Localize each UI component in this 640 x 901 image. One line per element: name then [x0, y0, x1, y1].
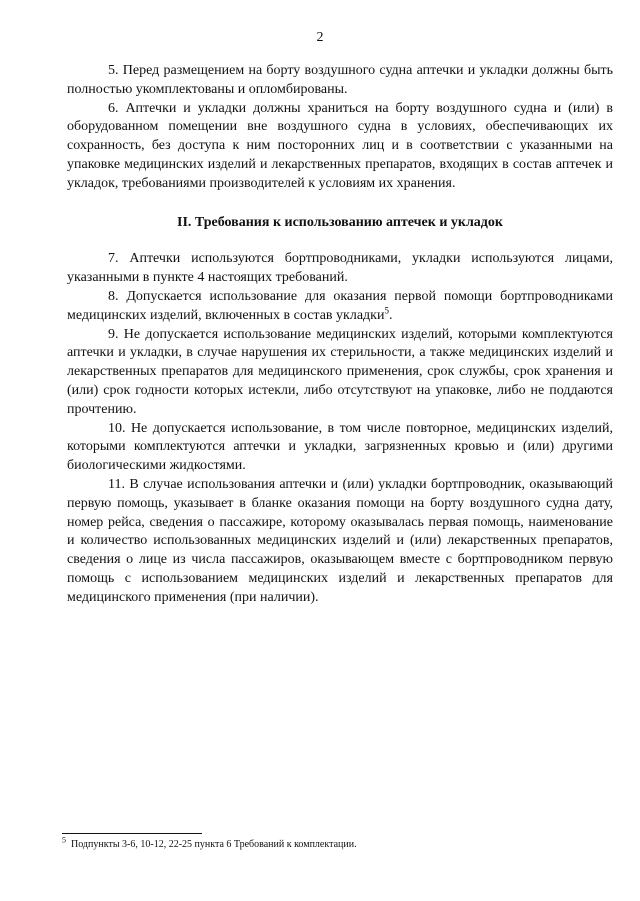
document-body: [67, 62, 613, 608]
footnote: [62, 835, 622, 851]
paragraph-8-text: 8. Допускается использование для оказания первой помощи бортпроводниками медицинских изделий, включенных в состав укладки: [67, 288, 613, 323]
paragraph-7: 7. Аптечки используются бортпроводниками, укладки используются лицами, указанными в пункте 4 настоящих требований.: [67, 251, 613, 286]
paragraph-11: 11. В случае использования аптечки и (или) укладки бортпроводник, оказывающий первую помощь, указывает в бланке оказания помощи на борту воздушного судна дату, номер рейса, сведения о пассажире, которому оказывалась первая помощь, наименование и количество использованных медицинских изделий и (или) лекарственных препаратов, сведения о лице из числа пассажиров, оказывающем вместе с бортпроводником первую помощь с использованием медицинских изделий и лекарственных препаратов для медицинского применения (при наличии).: [67, 476, 613, 605]
section-heading: II. Требования к использованию аптечек и укладок: [177, 214, 503, 230]
footnote-marker: 5: [62, 835, 66, 845]
footnote-divider: [62, 833, 202, 834]
footnote-reference: 5: [384, 305, 389, 316]
page-number: 2: [316, 30, 324, 45]
paragraph-10: 10. Не допускается использование, в том числе повторное, медицинских изделий, которыми комплектуются аптечки и укладки, загрязненных кровью и (или) другими биологическими жидкостями.: [67, 420, 613, 474]
paragraph-8: [67, 288, 613, 326]
paragraph-6: 6. Аптечки и укладки должны храниться на борту воздушного судна и (или) в оборудованном помещении вне воздушного судна в условиях, обеспечивающих их сохранность, без доступа к ним посторонних лиц и в соответствии с указанными на упаковке медицинских изделий и лекарственных препаратов, входящих в состав аптечек и укладок, требованиями производителей к условиям их хранения.: [67, 100, 613, 191]
paragraph-8-end: .: [388, 307, 393, 323]
paragraph-5: 5. Перед размещением на борту воздушного судна аптечки и укладки должны быть полностью укомплектованы и опломбированы.: [67, 63, 613, 97]
paragraph-9: 9. Не допускается использование медицинских изделий, которыми комплектуются аптечки и укладки, в случае нарушения их стерильности, а также медицинских изделий и лекарственных препаратов для медицинского применения, срок службы, срок хранения и (или) срок годности которых истекли, либо отсутствуют на упаковке, либо не поддаются прочтению.: [67, 326, 613, 417]
footnote-text: Подпункты 3-6, 10-12, 22-25 пункта 6 Требований к комплектации.: [71, 839, 357, 850]
